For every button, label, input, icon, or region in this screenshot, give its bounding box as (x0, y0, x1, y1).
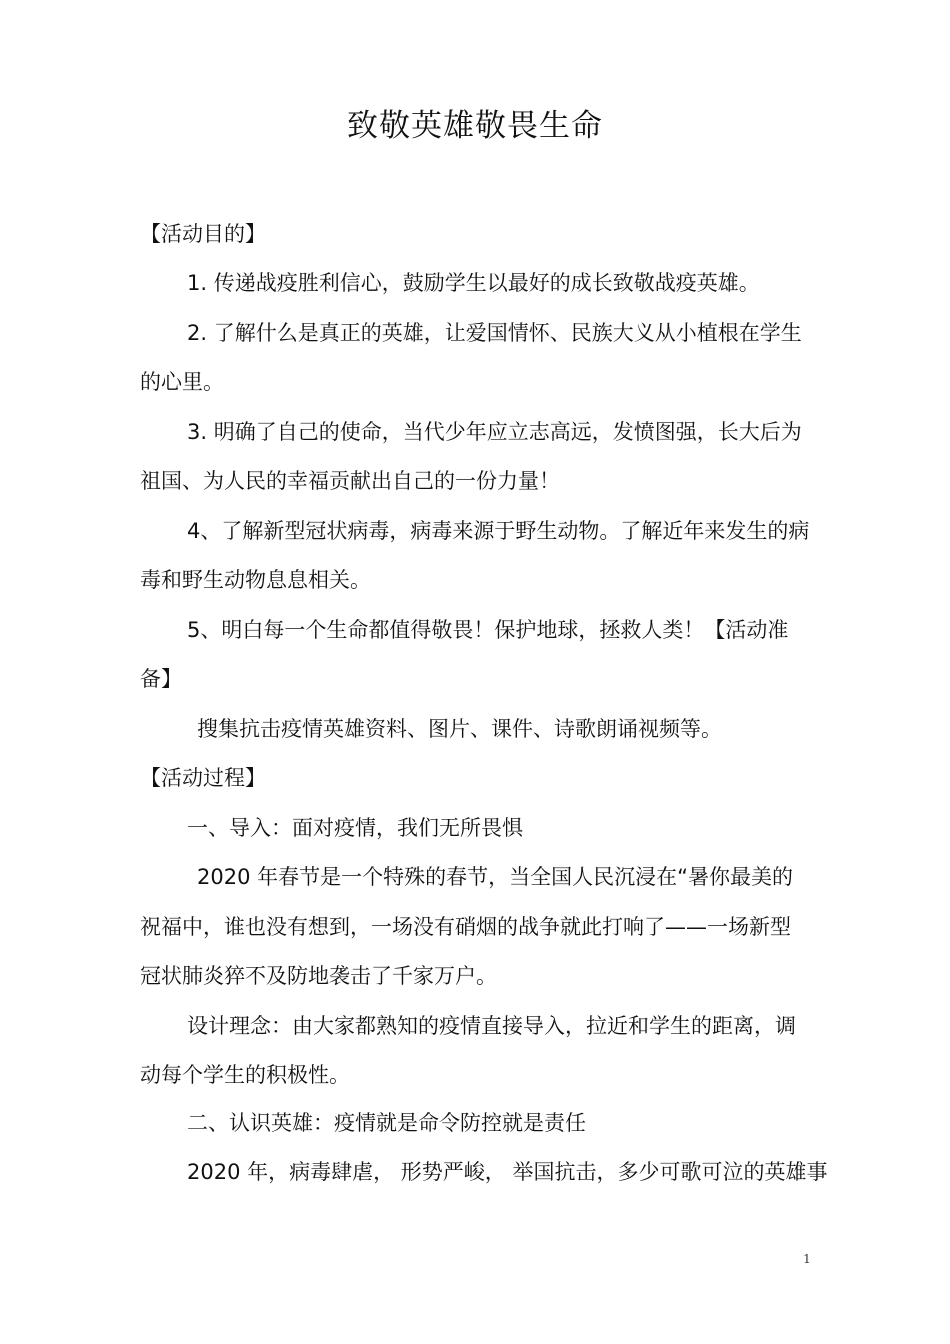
paragraph-line: 的心里。 (140, 370, 224, 394)
paragraph-line: 毒和野生动物息息相关。 (140, 568, 371, 592)
paragraph-line: 2020 年，病毒肆虐， 形势严峻， 举国抗击，多少可歌可泣的英雄事 (187, 1160, 828, 1184)
document-title: 致敬英雄敬畏生命 (347, 108, 603, 144)
paragraph-line: 2020 年春节是一个特殊的春节，当全国人民沉浸在“暑你最美的 (197, 865, 793, 889)
section-heading-purpose: 【活动目的】 (140, 222, 266, 246)
paragraph-line: 祝福中，谁也没有想到，一场没有硝烟的战争就此打响了——一场新型 (140, 915, 791, 939)
subsection-heading: 二、认识英雄：疫情就是命令防控就是责任 (187, 1111, 586, 1135)
section-heading-process: 【活动过程】 (140, 766, 266, 790)
paragraph-line: 备】 (140, 667, 182, 691)
paragraph-line: 3. 明确了自己的使命，当代少年应立志高远，发愤图强，长大后为 (187, 420, 802, 444)
paragraph-line: 祖国、为人民的幸福贡献出自己的一份力量！ (140, 469, 560, 493)
paragraph-line: 4、了解新型冠状病毒，病毒来源于野生动物。了解近年来发生的病 (187, 519, 810, 543)
paragraph-line: 冠状肺炎猝不及防地袭击了千家万户。 (140, 964, 497, 988)
paragraph-line: 设计理念：由大家都熟知的疫情直接导入，拉近和学生的距离，调 (187, 1014, 796, 1038)
paragraph-line: 1. 传递战疫胜利信心，鼓励学生以最好的成长致敬战疫英雄。 (187, 271, 760, 295)
paragraph-line: 2. 了解什么是真正的英雄，让爱国情怀、民族大义从小植根在学生 (187, 321, 802, 345)
paragraph-line: 动每个学生的积极性。 (140, 1063, 350, 1087)
paragraph-line: 5、明白每一个生命都值得敬畏！保护地球，拯救人类！【活动准 (187, 618, 789, 642)
paragraph-line: 搜集抗击疫情英雄资料、图片、课件、诗歌朗诵视频等。 (197, 717, 722, 741)
subsection-heading: 一、导入：面对疫情，我们无所畏惧 (187, 816, 523, 840)
page-number: 1 (803, 1252, 811, 1266)
